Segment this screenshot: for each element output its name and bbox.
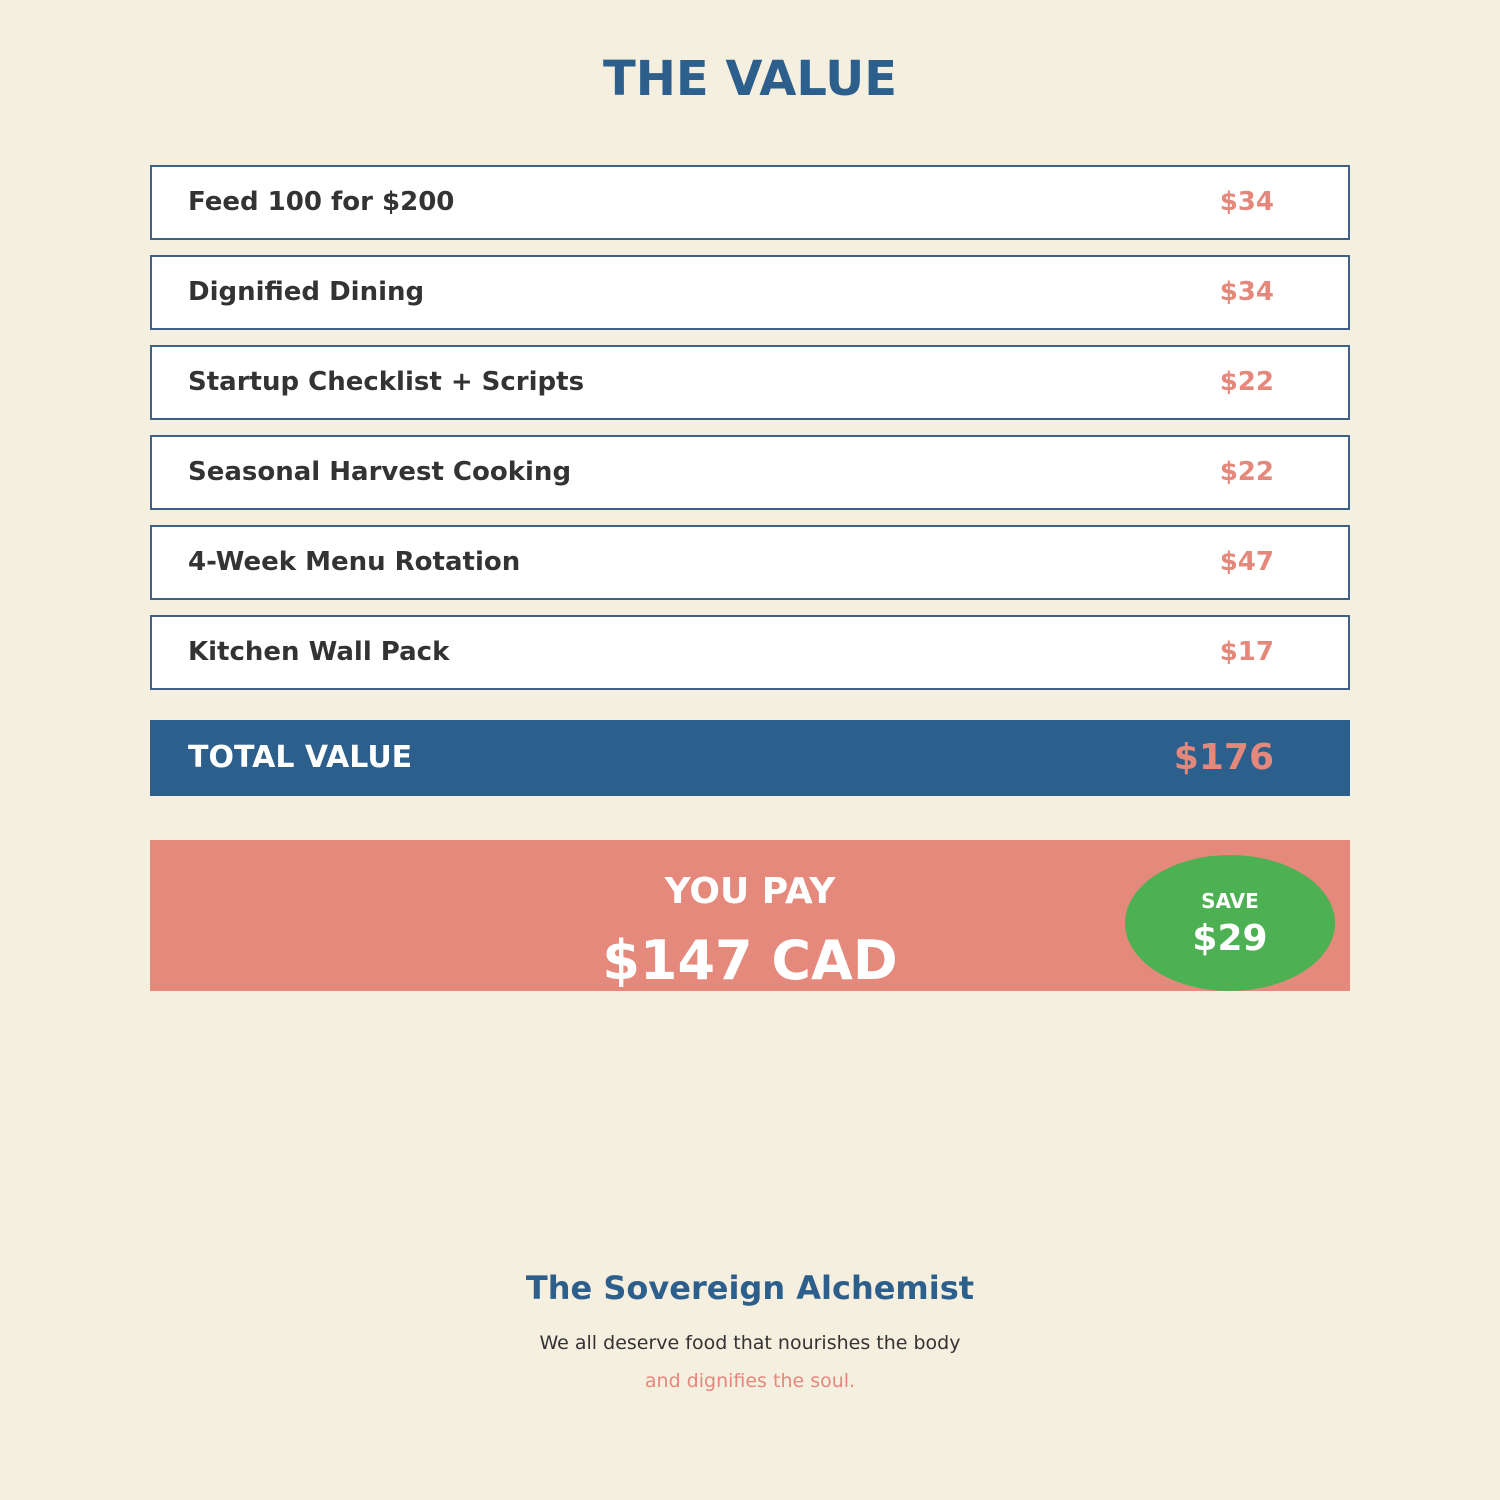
value-item-price: $22 (1219, 367, 1274, 397)
value-item-menu-rotation (150, 525, 1350, 600)
value-items-list (150, 165, 1350, 705)
you-pay-label: YOU PAY (664, 871, 836, 912)
value-item-label: Startup Checklist + Scripts (188, 367, 585, 397)
value-item-price: $34 (1219, 277, 1274, 307)
value-item-price: $22 (1219, 457, 1274, 487)
brand-name: The Sovereign Alchemist (525, 1269, 975, 1307)
value-item-label: Seasonal Harvest Cooking (188, 457, 572, 487)
save-badge-label: SAVE (1201, 889, 1259, 913)
value-item-label: Kitchen Wall Pack (188, 637, 450, 667)
you-pay-price: $147 CAD (602, 929, 898, 991)
value-item-price: $34 (1219, 187, 1274, 217)
tagline-line-1: We all deserve food that nourishes the body (539, 1332, 961, 1354)
value-item-startup-checklist (150, 345, 1350, 420)
value-item-price: $17 (1219, 637, 1274, 667)
value-item-kitchen-wall-pack (150, 615, 1350, 690)
value-item-feed-100 (150, 165, 1350, 240)
save-badge (1125, 855, 1335, 991)
value-item-price: $47 (1219, 547, 1274, 577)
total-value-bar (150, 720, 1350, 796)
you-pay-banner (150, 840, 1350, 991)
total-value-label: TOTAL VALUE (188, 740, 413, 775)
tagline-line-2: and dignifies the soul. (644, 1370, 856, 1392)
value-item-label: Dignified Dining (188, 277, 425, 307)
value-item-dignified-dining (150, 255, 1350, 330)
page-title: THE VALUE (602, 51, 898, 107)
value-item-label: 4-Week Menu Rotation (188, 547, 521, 577)
save-badge-amount: $29 (1192, 918, 1268, 959)
value-item-seasonal-harvest (150, 435, 1350, 510)
value-item-label: Feed 100 for $200 (188, 187, 455, 217)
total-value-price: $176 (1173, 737, 1274, 778)
